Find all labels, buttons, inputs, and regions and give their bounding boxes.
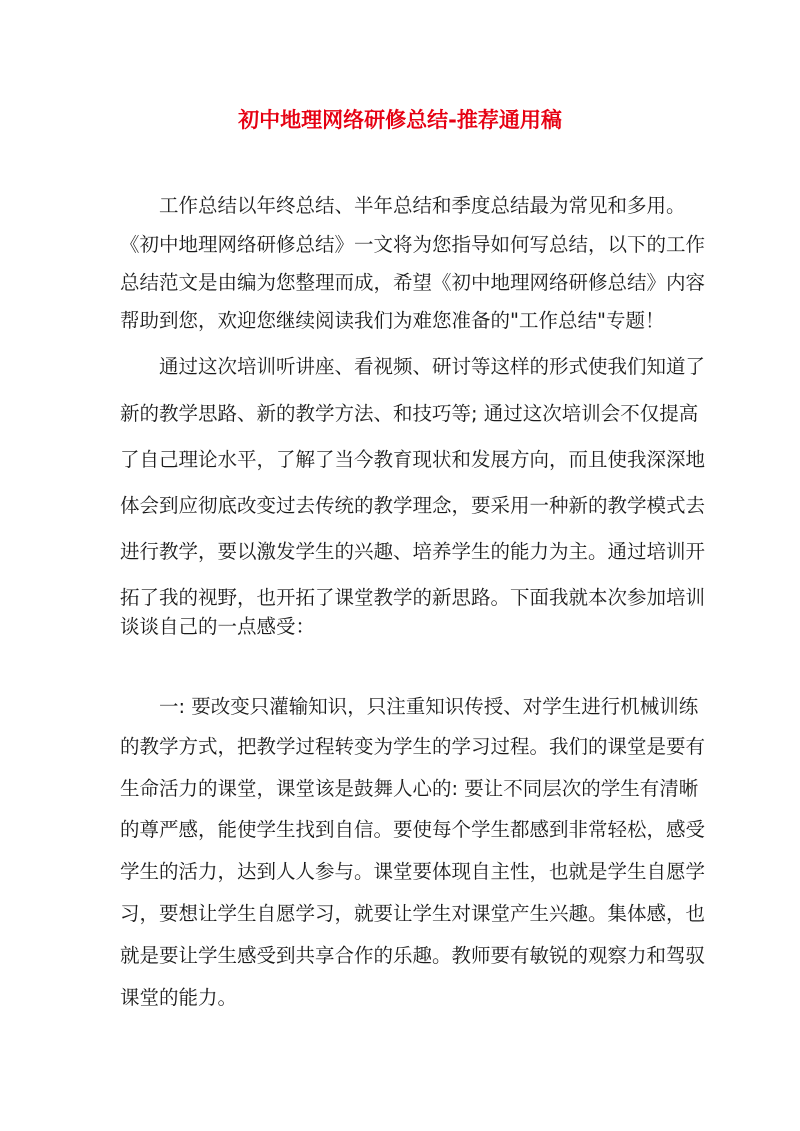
paragraph-1-line-2: 《初中地理网络研修总结》一文将为您指导如何写总结，以下的工作 (120, 233, 706, 256)
paragraph-3-line-4: 的尊严感，能使学生找到自信。要使每个学生都感到非常轻松，感受 (120, 818, 706, 841)
paragraph-3-line-1: 一: 要改变只灌输知识，只注重知识传授、对学生进行机械训练 (159, 695, 699, 718)
paragraph-2-line-3: 了自己理论水平，了解了当今教育现状和发展方向，而且使我深深地 (120, 448, 706, 471)
paragraph-3-line-8: 课堂的能力。 (120, 986, 238, 1009)
paragraph-2-line-5: 进行教学，要以激发学生的兴趣、培养学生的能力为主。通过培训开 (120, 540, 706, 563)
paragraph-3-line-2: 的教学方式，把教学过程转变为学生的学习过程。我们的课堂是要有 (120, 735, 706, 758)
paragraph-2-line-2: 新的教学思路、新的教学方法、和技巧等; 通过这次培训会不仅提高 (120, 402, 699, 425)
paragraph-3-line-6: 习，要想让学生自愿学习，就要让学生对课堂产生兴趣。集体感，也 (120, 902, 706, 925)
document-title: 初中地理网络研修总结-推荐通用稿 (238, 108, 562, 132)
paragraph-1-line-1: 工作总结以年终总结、半年总结和季度总结最为常见和多用。 (159, 194, 686, 217)
paragraph-2-line-4: 体会到应彻底改变过去传统的教学理念，要采用一种新的教学模式去 (120, 494, 706, 517)
paragraph-3-line-3: 生命活力的课堂，课堂该是鼓舞人心的: 要让不同层次的学生有清晰 (120, 777, 699, 800)
paragraph-1-line-3: 总结范文是由编为您整理而成，希望《初中地理网络研修总结》内容 (120, 271, 706, 294)
paragraph-3-line-5: 学生的活力，达到人人参与。课堂要体现自主性，也就是学生自愿学 (120, 860, 706, 883)
paragraph-2-line-6: 拓了我的视野，也开拓了课堂教学的新思路。下面我就本次参加培训 (120, 586, 706, 609)
paragraph-2-line-1: 通过这次培训听讲座、看视频、研讨等这样的形式使我们知道了 (159, 355, 706, 378)
paragraph-3-line-7: 就是要让学生感受到共享合作的乐趣。教师要有敏锐的观察力和驾驭 (120, 944, 706, 967)
paragraph-1-line-4: 帮助到您，欢迎您继续阅读我们为难您准备的"工作总结"专题！ (120, 309, 665, 332)
paragraph-2-line-7: 谈谈自己的一点感受： (120, 615, 316, 638)
